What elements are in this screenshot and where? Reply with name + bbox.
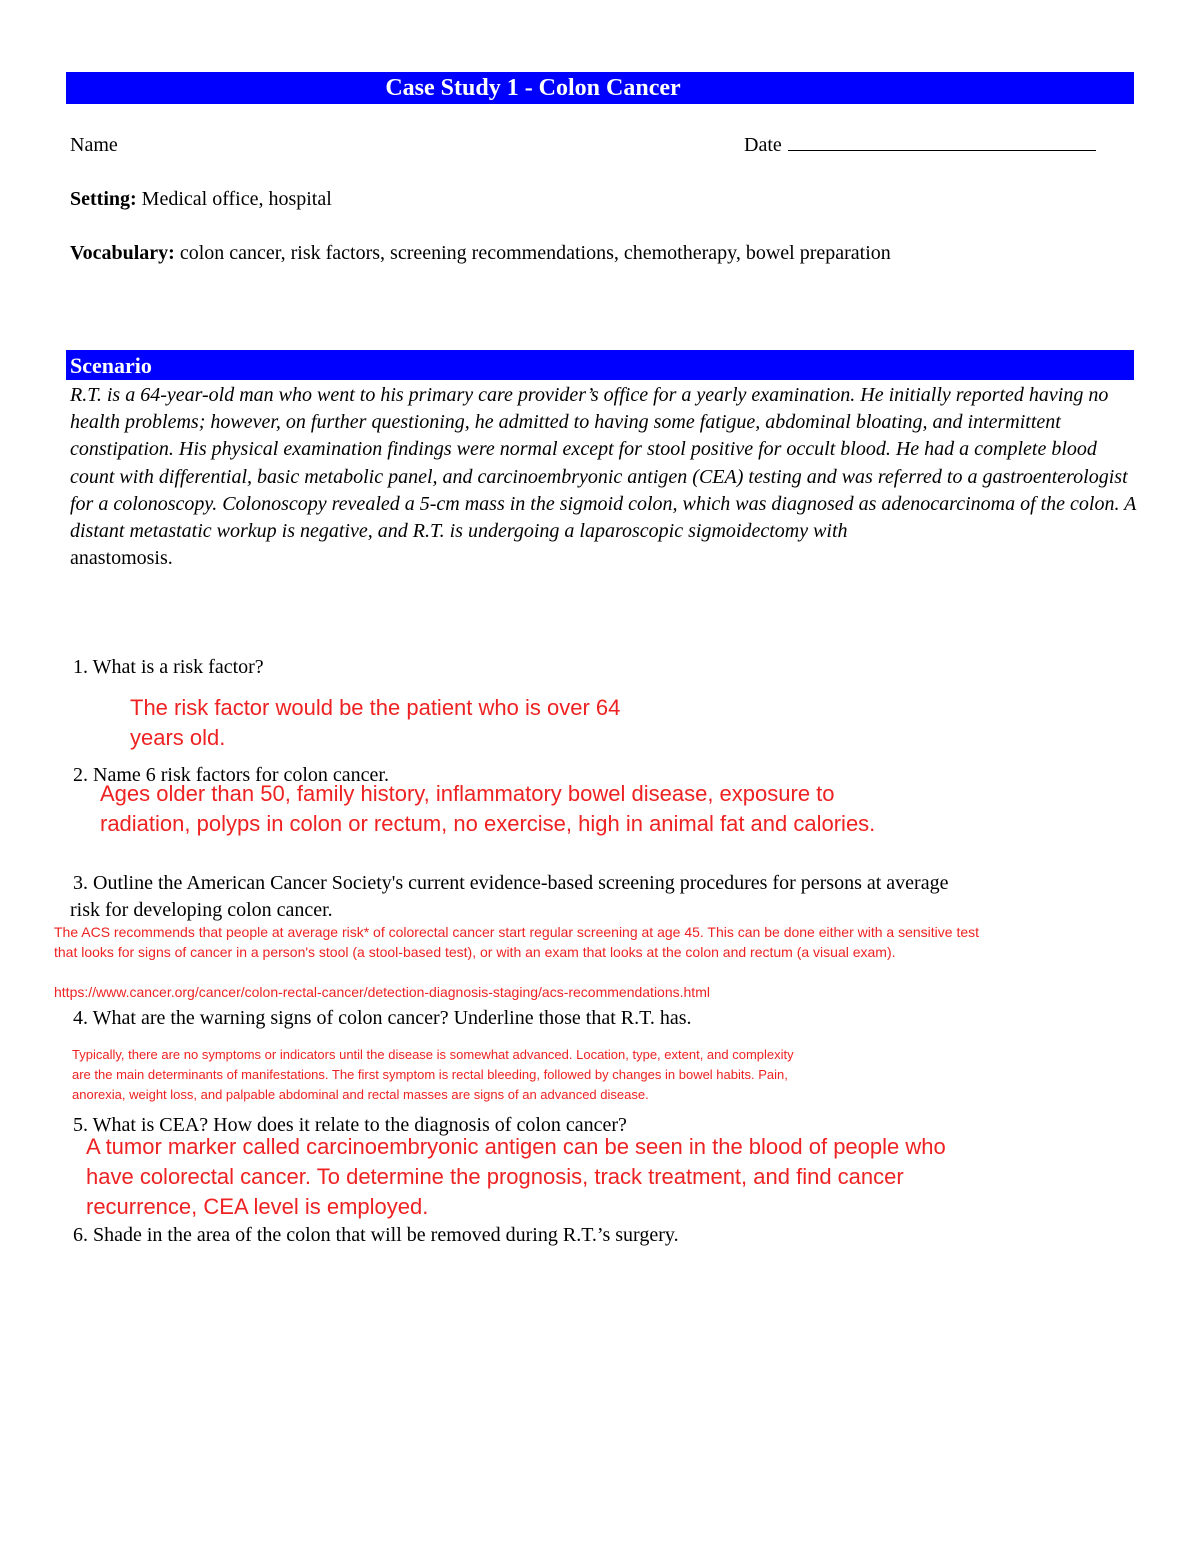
answer-1-line-1: The risk factor would be the patient who is over 64 [130,695,621,720]
vocabulary-value: colon cancer, risk factors, screening recommendations, chemotherapy, bowel preparation [174,242,891,264]
answer-4-line-3: anorexia, weight loss, and palpable abdominal and rectal masses are signs of an advanced disease. [72,1087,649,1102]
question-4-number: 4. [73,1007,88,1029]
date-label: Date [744,134,782,156]
question-3-number: 3. [73,872,88,894]
scenario-text [70,382,1138,572]
answer-1-line-2: years old. [130,725,226,750]
answer-4-line-2: are the main determinants of manifestations. The first symptom is rectal bleeding, followed by changes in bowel habits. Pain, [72,1067,788,1082]
date-underline [788,132,1096,151]
question-1-text: What is a risk factor? [92,656,264,678]
vocabulary-line [70,240,891,267]
answer-2-line-1: Ages older than 50, family history, inflammatory bowel disease, exposure to [100,781,835,806]
question-1 [73,654,264,681]
setting-label: Setting: [70,188,137,210]
title-bar [66,72,1134,104]
question-6-text: Shade in the area of the colon that will be removed during R.T.’s surgery. [93,1224,679,1246]
question-4-text: What are the warning signs of colon cancer? Underline those that R.T. has. [92,1007,692,1029]
question-5-text: What is CEA? How does it relate to the diagnosis of colon cancer? [92,1114,627,1136]
setting-value: Medical office, hospital [136,188,332,210]
question-6-number: 6. [73,1224,88,1246]
scenario-bar [66,350,1134,380]
question-5-number: 5. [73,1114,88,1136]
answer-3-link[interactable]: https://www.cancer.org/cancer/colon-rectal-cancer/detection-diagnosis-staging/acs-recommendations.html [54,984,710,1000]
question-3-text-line-1: Outline the American Cancer Society's current evidence-based screening procedures for persons at average [93,872,949,894]
answer-5 [86,1132,946,1222]
vocabulary-label: Vocabulary: [70,242,175,264]
scenario-body-end: anastomosis. [70,547,173,570]
scenario-body: R.T. is a 64-year-old man who went to his primary care provider’s office for a yearly examination. He initially reported having no health problems; however, on further questioning, he admitted to having some fatigue, abdominal bloating, and intermittent constipation. His physical examination findings were normal except for stool positive for occult blood. He had a complete blood count with differential, basic metabolic panel, and carcinoembryonic antigen (CEA) testing and was referred to a gastroenterologist for a colonoscopy. Colonoscopy revealed a 5-cm mass in the sigmoid colon, which was diagnosed as adenocarcinoma of the colon. A distant metastatic workup is negative, and R.T. is undergoing a laparoscopic sigmoidectomy with [70,384,1136,543]
page-title: Case Study 1 - Colon Cancer [385,75,681,101]
name-label: Name [70,134,118,156]
answer-4 [72,1045,794,1105]
answer-3 [54,922,979,962]
question-3 [70,870,949,924]
date-field [744,132,1096,159]
question-2-text: Name 6 risk factors for colon cancer. [93,764,389,786]
scenario-heading: Scenario [70,353,152,378]
answer-1 [130,693,620,753]
question-4 [73,1005,692,1032]
question-6 [73,1222,679,1249]
setting-line [70,186,332,213]
answer-2 [100,779,875,839]
answer-5-line-3: recurrence, CEA level is employed. [86,1194,429,1219]
question-1-number: 1. [73,656,88,678]
question-3-text-line-2: risk for developing colon cancer. [70,899,333,921]
answer-5-line-2: have colorectal cancer. To determine the prognosis, track treatment, and find cancer [86,1164,904,1189]
answer-3-line-1: The ACS recommends that people at average risk* of colorectal cancer start regular screening at age 45. This can be done either with a sensitive test [54,924,980,940]
answer-3-line-2: that looks for signs of cancer in a person's stool (a stool-based test), or with an exam that looks at the colon and rectum (a visual exam). [54,944,896,960]
answer-5-line-1: A tumor marker called carcinoembryonic antigen can be seen in the blood of people who [86,1134,946,1159]
answer-2-line-2: radiation, polyps in colon or rectum, no exercise, high in animal fat and calories. [100,811,876,836]
answer-4-line-1: Typically, there are no symptoms or indicators until the disease is somewhat advanced. Location, type, extent, and complexity [72,1047,794,1062]
question-2-number: 2. [73,764,88,786]
